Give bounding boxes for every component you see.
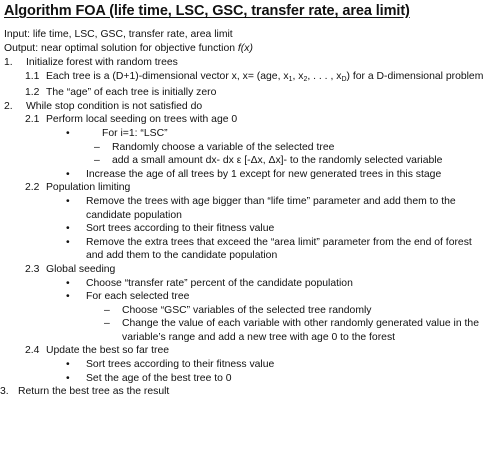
- step-2-1-for: • For i=1: “LSC”: [4, 127, 485, 141]
- step-1-2: 1.2 The “age” of each tree is initially zero: [25, 87, 217, 99]
- step-2-3-dash-1: – Choose “GSC” variables of the selected tree randomly: [4, 304, 485, 318]
- step-2-4-bullet-2: • Set the age of the best tree to 0: [4, 372, 485, 386]
- objective-function: f(x): [237, 43, 253, 54]
- step-2-2: 2.2 Population limiting: [25, 182, 131, 194]
- step-1: 1. Initialize forest with random trees: [4, 57, 178, 68]
- step-2-1-dash-1: – Randomly choose a variable of the selected tree: [4, 141, 485, 155]
- algorithm-steps: [0, 56, 485, 399]
- output-line: [4, 42, 485, 56]
- step-2-2-bullet-1: • Remove the trees with age bigger than “life time” parameter and add them to the candidate population: [4, 195, 485, 222]
- step-2-2-bullet-3: • Remove the extra trees that exceed the “area limit” parameter from the end of forest and add them to the candidate population: [4, 236, 485, 263]
- step-2-3-bullet-2: • For each selected tree: [4, 290, 485, 304]
- algorithm-title: Algorithm FOA (life time, LSC, GSC, transfer rate, area limit): [4, 3, 410, 19]
- step-2: 2. While stop condition is not satisfied do: [4, 100, 203, 112]
- step-2-3-dash-2: – Change the value of each variable with other randomly generated value in the variable’s range and add a new tree with age 0 to the forest: [4, 317, 485, 344]
- step-2-1: 2.1 Perform local seeding on trees with age 0: [25, 114, 238, 126]
- input-line: Input: life time, LSC, GSC, transfer rate, area limit: [4, 29, 233, 40]
- step-3: 3. Return the best tree as the result: [0, 386, 170, 398]
- step-2-4-bullet-1: • Sort trees according to their fitness value: [4, 358, 485, 372]
- step-2-1-dash-2: – add a small amount dx- dx ε [-Δx, Δx]- to the randomly selected variable: [4, 154, 485, 168]
- step-1-1: 1.1 Each tree is a (D+1)-dimensional vector x, x= (age, $x_1$, $x_2$, . . . , $x_D$) for a D-dimensional problem: [25, 70, 484, 83]
- step-2-4: 2.4 Update the best so far tree: [25, 345, 170, 357]
- output-prefix: Output: near optimal solution for objective function: [4, 43, 238, 54]
- step-2-1-increase: • Increase the age of all trees by 1 except for new generated trees in this stage: [4, 168, 485, 182]
- step-2-2-bullet-2: • Sort trees according to their fitness value: [4, 222, 485, 236]
- step-2-3-bullet-1: • Choose “transfer rate” percent of the candidate population: [4, 277, 485, 291]
- step-2-3: 2.3 Global seeding: [25, 263, 116, 275]
